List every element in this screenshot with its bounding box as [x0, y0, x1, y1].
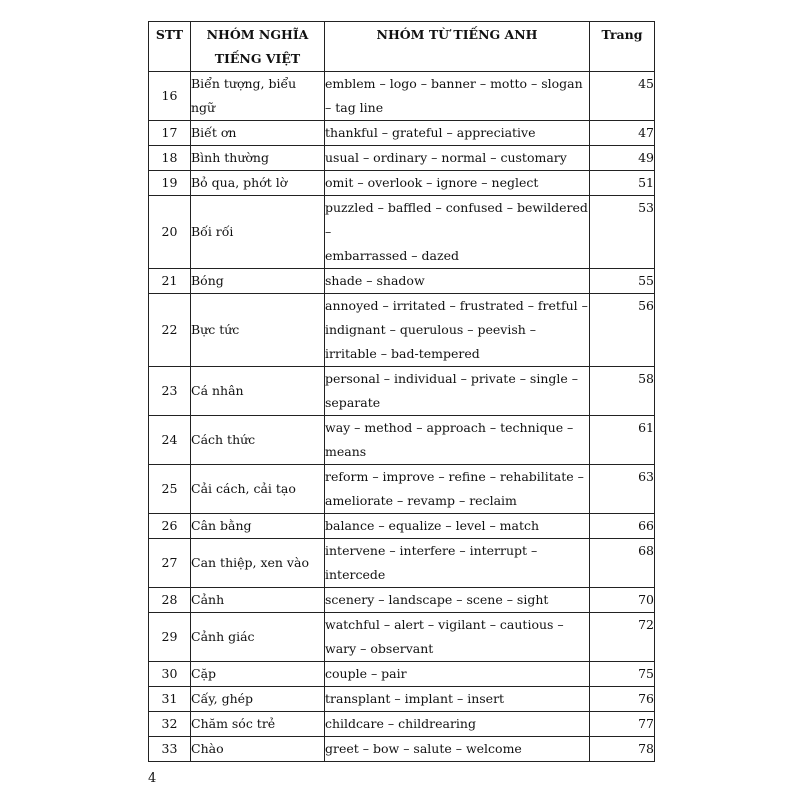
row-stt: 24	[149, 416, 191, 465]
header-vietnamese-line2: TIẾNG VIỆT	[214, 51, 301, 66]
table-row	[149, 465, 655, 514]
table-row	[149, 539, 655, 588]
row-page: 75	[590, 662, 655, 687]
row-stt: 27	[149, 539, 191, 588]
row-vietnamese: Cân bằng	[191, 514, 325, 539]
table-row	[149, 146, 655, 171]
row-page: 56	[590, 294, 655, 367]
row-english: usual – ordinary – normal – customary	[325, 146, 590, 171]
row-page: 58	[590, 367, 655, 416]
row-stt: 22	[149, 294, 191, 367]
row-vietnamese: Can thiệp, xen vào	[191, 539, 325, 588]
row-stt: 18	[149, 146, 191, 171]
vocabulary-table	[148, 21, 655, 762]
row-vietnamese: Cảnh	[191, 588, 325, 613]
header-page: Trang	[590, 22, 655, 72]
row-english: emblem – logo – banner – motto – slogan – tag line	[325, 72, 590, 121]
table-row	[149, 416, 655, 465]
header-stt: STT	[149, 22, 191, 72]
row-page: 55	[590, 269, 655, 294]
row-vietnamese: Bóng	[191, 269, 325, 294]
header-vietnamese	[191, 22, 325, 72]
table-row	[149, 737, 655, 762]
row-vietnamese: Bối rối	[191, 196, 325, 269]
table-row	[149, 121, 655, 146]
row-stt: 20	[149, 196, 191, 269]
row-stt: 19	[149, 171, 191, 196]
row-vietnamese: Cách thức	[191, 416, 325, 465]
page-number: 4	[148, 771, 157, 786]
row-vietnamese: Cấy, ghép	[191, 687, 325, 712]
row-page: 63	[590, 465, 655, 514]
table-row	[149, 588, 655, 613]
row-page: 68	[590, 539, 655, 588]
row-vietnamese: Bực tức	[191, 294, 325, 367]
row-page: 76	[590, 687, 655, 712]
row-page: 51	[590, 171, 655, 196]
row-stt: 23	[149, 367, 191, 416]
row-english: childcare – childrearing	[325, 712, 590, 737]
row-english: watchful – alert – vigilant – cautious – wary – observant	[325, 613, 590, 662]
row-vietnamese: Chăm sóc trẻ	[191, 712, 325, 737]
row-vietnamese: Cảnh giác	[191, 613, 325, 662]
table-row	[149, 196, 655, 269]
row-stt: 29	[149, 613, 191, 662]
row-english: intervene – interfere – interrupt – intercede	[325, 539, 590, 588]
row-stt: 28	[149, 588, 191, 613]
header-vietnamese-line1: NHÓM NGHĨA	[206, 27, 309, 42]
row-page: 72	[590, 613, 655, 662]
row-stt: 25	[149, 465, 191, 514]
row-stt: 17	[149, 121, 191, 146]
row-english: scenery – landscape – scene – sight	[325, 588, 590, 613]
row-english: shade – shadow	[325, 269, 590, 294]
table-row	[149, 269, 655, 294]
table-row	[149, 367, 655, 416]
row-english: omit – overlook – ignore – neglect	[325, 171, 590, 196]
header-english: NHÓM TỪ TIẾNG ANH	[325, 22, 590, 72]
row-english-line2: embarrassed – dazed	[325, 248, 459, 263]
row-stt: 26	[149, 514, 191, 539]
row-english: transplant – implant – insert	[325, 687, 590, 712]
row-page: 47	[590, 121, 655, 146]
row-vietnamese: Bình thường	[191, 146, 325, 171]
row-english: annoyed – irritated – frustrated – fretful – indignant – querulous – peevish – irritable – bad-tempered	[325, 294, 590, 367]
row-page: 66	[590, 514, 655, 539]
row-page: 45	[590, 72, 655, 121]
table-row	[149, 171, 655, 196]
row-english	[325, 196, 590, 269]
row-english: way – method – approach – technique – means	[325, 416, 590, 465]
table-row	[149, 712, 655, 737]
row-english: balance – equalize – level – match	[325, 514, 590, 539]
row-english: reform – improve – refine – rehabilitate – ameliorate – revamp – reclaim	[325, 465, 590, 514]
row-vietnamese: Bỏ qua, phớt lờ	[191, 171, 325, 196]
table-row	[149, 72, 655, 121]
row-page: 78	[590, 737, 655, 762]
row-english: couple – pair	[325, 662, 590, 687]
row-stt: 32	[149, 712, 191, 737]
row-page: 53	[590, 196, 655, 269]
row-page: 77	[590, 712, 655, 737]
row-vietnamese: Biết ơn	[191, 121, 325, 146]
table-row	[149, 662, 655, 687]
table-row	[149, 687, 655, 712]
row-vietnamese: Chào	[191, 737, 325, 762]
row-vietnamese: Cải cách, cải tạo	[191, 465, 325, 514]
row-stt: 30	[149, 662, 191, 687]
row-english: thankful – grateful – appreciative	[325, 121, 590, 146]
row-page: 70	[590, 588, 655, 613]
table-row	[149, 514, 655, 539]
row-vietnamese: Cặp	[191, 662, 325, 687]
row-page: 49	[590, 146, 655, 171]
row-english-line1: puzzled – baffled – confused – bewildered –	[325, 200, 588, 239]
row-page: 61	[590, 416, 655, 465]
row-english: greet – bow – salute – welcome	[325, 737, 590, 762]
row-english: personal – individual – private – single – separate	[325, 367, 590, 416]
table-header-row	[149, 22, 655, 72]
row-vietnamese: Cá nhân	[191, 367, 325, 416]
table-row	[149, 294, 655, 367]
row-stt: 21	[149, 269, 191, 294]
table-row	[149, 613, 655, 662]
row-stt: 31	[149, 687, 191, 712]
row-stt: 33	[149, 737, 191, 762]
row-vietnamese: Biển tượng, biểu ngữ	[191, 72, 325, 121]
row-stt: 16	[149, 72, 191, 121]
